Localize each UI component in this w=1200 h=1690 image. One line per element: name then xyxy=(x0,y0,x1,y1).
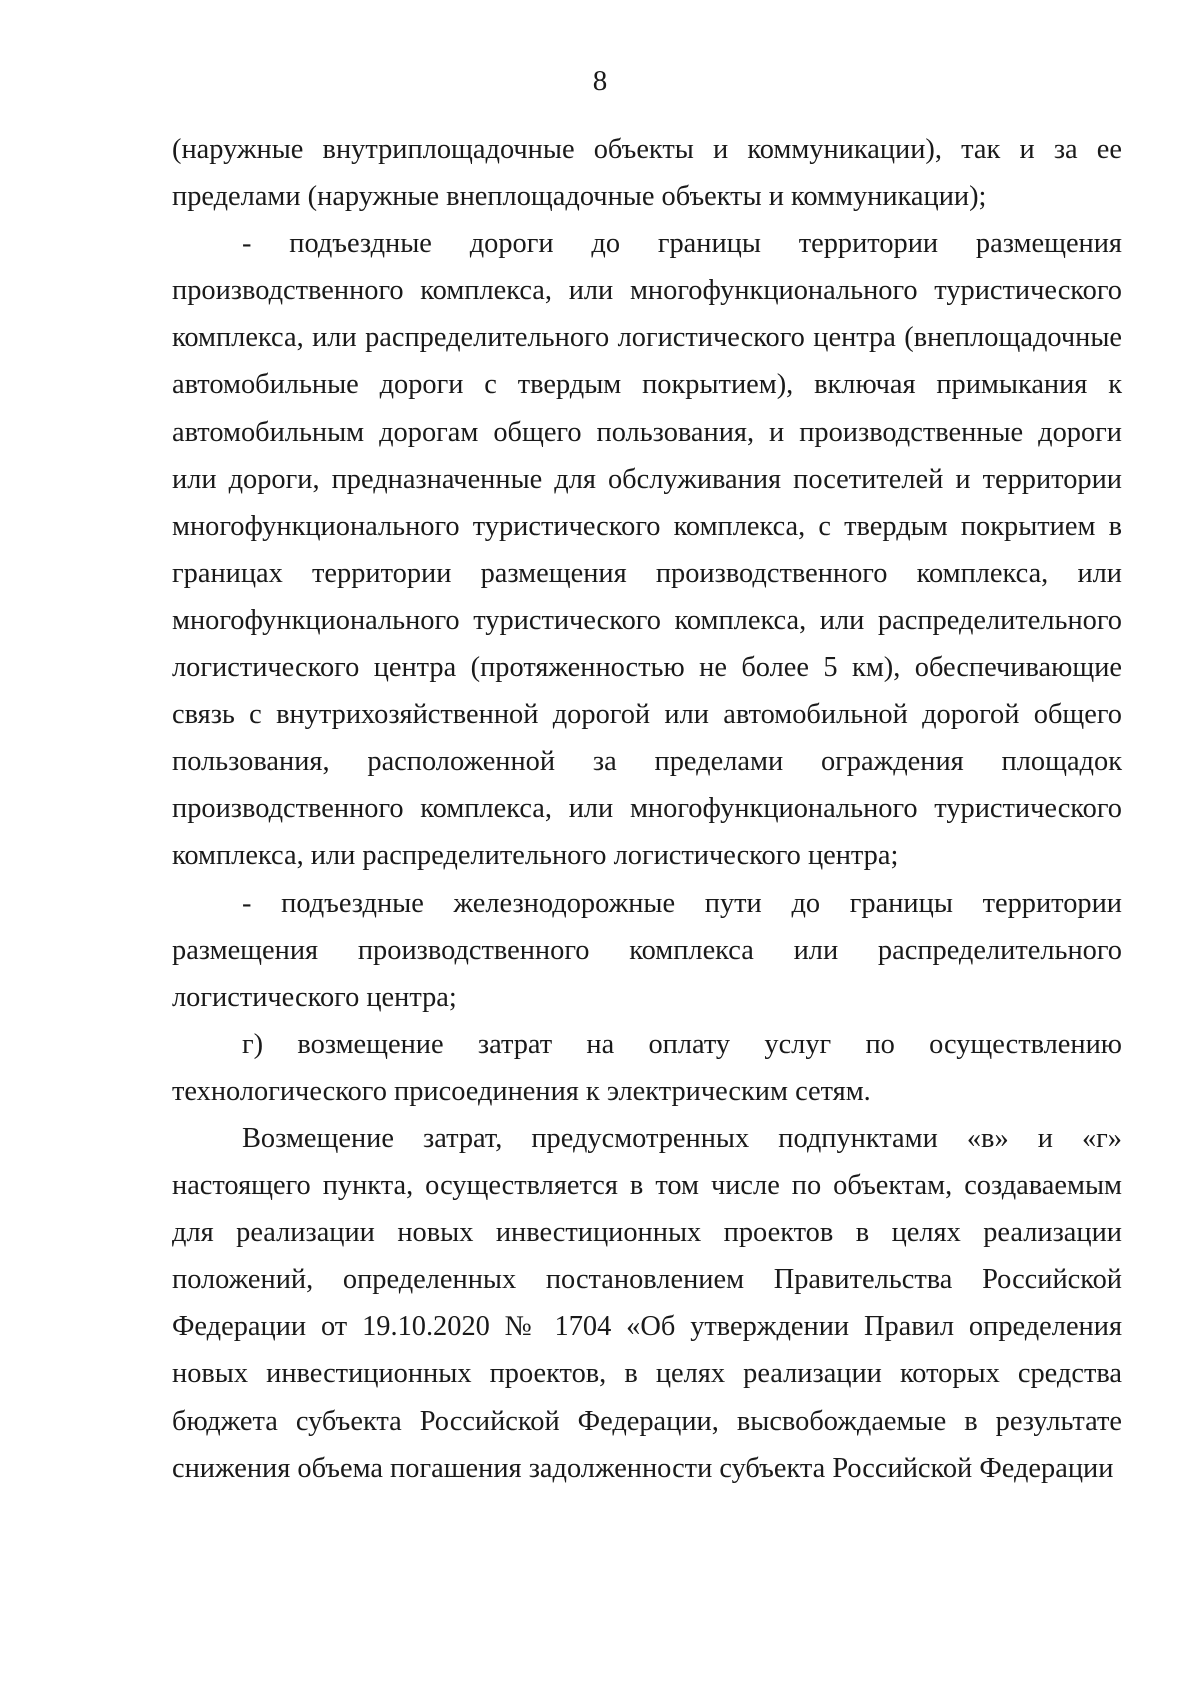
paragraph-cost-reimbursement: Возмещение затрат, предусмотренных подпунктами «в» и «г» настоящего пункта, осуществляется в том числе по объектам, создаваемым для реализации новых инвестиционных проектов в целях реализации положений, определенных постановлением Правительства Российской Федерации от 19.10.2020 № 1704 «Об утверждении Правил определения новых инвестиционных проектов, в целях реализации которых средства бюджета субъекта Российской Федерации, высвобождаемые в результате снижения объема погашения задолженности субъекта Российской Федерации xyxy=(172,1122,1122,1484)
paragraph-access-roads: - подъездные дороги до границы территории размещения производственного комплекса, или многофункционального туристического комплекса, или распределительного логистического центра (внеплощадочные автомобильные дороги с твердым покрытием), включая примыкания к автомобильным дорогам общего пользования, и производственные дороги или дороги, предназначенные для обслуживания посетителей и территории многофункционального туристического комплекса, с твердым покрытием в границах территории размещения производственного комплекса, или многофункционального туристического комплекса, или распределительного логистического центра (протяженностью не более 5 км), обеспечивающие связь с внутрихозяйственной дорогой или автомобильной дорогой общего пользования, расположенной за пределами ограждения площадок производственного комплекса, или многофункционального туристического комплекса, или распределительного логистического центра; xyxy=(172,228,1122,872)
page-number: 8 xyxy=(592,65,608,97)
paragraph-continuation: (наружные внутриплощадочные объекты и коммуникации), так и за ее пределами (наружные внеплощадочные объекты и коммуникации); xyxy=(172,134,1122,213)
paragraph-railway-tracks: - подъездные железнодорожные пути до границы территории размещения производственного комплекса или распределительного логистического центра; xyxy=(172,887,1122,1013)
document-body xyxy=(172,126,1122,1492)
paragraph-subpoint-g: г) возмещение затрат на оплату услуг по осуществлению технологического присоединения к электрическим сетям. xyxy=(172,1028,1122,1107)
